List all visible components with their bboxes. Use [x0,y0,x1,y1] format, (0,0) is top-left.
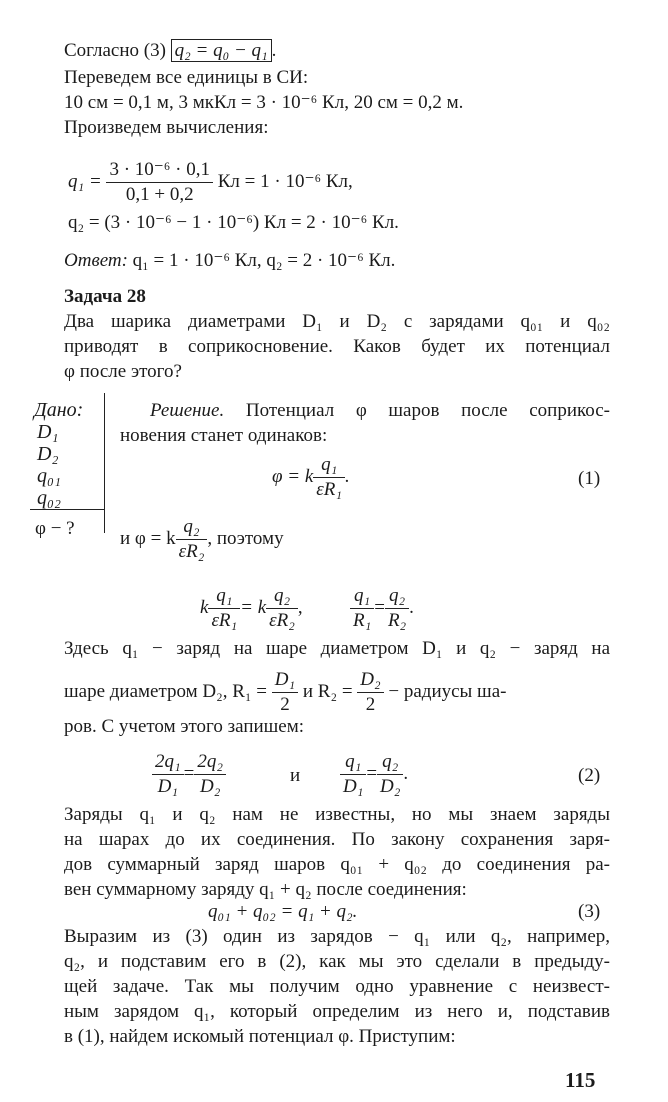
eq-2-and: и [290,765,301,786]
eq-q1 [68,158,353,207]
eq-2-equals-2: = [366,762,378,784]
eq-1-end: . [344,465,350,487]
eq-r-fraction-2 [385,584,409,633]
answer-label: Ответ: [64,250,128,271]
eq-1-lhs: φ = k [272,465,314,487]
answer-text: q₁ = 1 · 10⁻⁶ Кл, q₂ = 2 · 10⁻⁶ Кл. [127,250,396,271]
radius-1-fraction [272,668,298,717]
eq-2-right [340,750,408,799]
eq-2-number: (2) [578,765,601,786]
para-3-line-2: q₂, и подставим его в (2), как мы это сделали в предыду- [64,951,610,972]
calc-heading: Произведем вычисления: [64,117,269,138]
para-2-line-3: дов суммарный заряд шаров q₀₁ + q₀₂ до соединения ра- [64,854,610,875]
eq-q1-rhs: Кл = 1 · 10⁻⁶ Кл, [217,170,353,192]
eq-r-num-1: q₁ [350,584,374,609]
eq-2-num-3: q₁ [340,750,366,775]
given-horizontal-rule [30,509,105,510]
eq-r-num-2: q₂ [385,584,409,609]
eq-k-fraction-1 [208,584,240,633]
task-text-line-2: приводят в соприкосновение. Каков будет их потенциал [64,336,610,357]
para-1-line-3: ров. С учетом этого запишем: [64,716,305,737]
answer-line [64,248,395,273]
eq-k-den-2: εR₂ [269,610,295,631]
para-1-line-2-a: шаре диаметром D₂, R₁ = [64,680,268,702]
solution-text-1: Потенциал φ шаров после соприкос- [224,400,610,421]
according-line [64,38,610,63]
eq-2-end: . [403,762,409,784]
given-q01: q₀₁ [37,465,61,487]
eq-r-end: . [409,596,414,618]
given-d1: D₁ [37,421,59,443]
according-text: Согласно (3) [64,40,171,61]
boxed-formula: q₂ = q₀ − q₁ [171,39,272,62]
eq-2-fraction-3 [340,750,366,799]
eq-2-num-2: 2q₂ [194,750,226,775]
and-phi-line [120,515,284,564]
para-1-line-2 [64,668,610,717]
solution-label: Решение. [150,400,225,421]
eq-k-den-1: εR₁ [211,610,238,631]
eq-q1-fraction [106,158,213,207]
eq-1-denominator: εR₁ [316,479,342,500]
si-units-line: 10 см = 0,1 м, 3 мкКл = 3 · 10⁻⁶ Кл, 20 см = 0,2 м. [64,92,464,113]
and-phi-post: , поэтому [207,527,284,549]
and-phi-fraction [176,515,208,564]
para-1-line-2-b: и R₂ = [298,680,353,702]
given-vertical-rule [104,393,105,533]
eq-1 [272,453,350,502]
para-3-line-3: щей задаче. Так мы получим одно уравнение с неизвест- [64,976,610,997]
eq-r-equals: = [374,596,385,618]
eq-r-den-1: R₁ [353,610,372,631]
para-2-line-1: Заряды q₁ и q₂ нам не известны, но мы знаем заряды [64,804,610,825]
eq-r-equality [350,584,414,633]
eq-k-mid: = k [240,596,267,618]
para-2-line-4: вен суммарному заряду q₁ + q₂ после соединения: [64,879,467,900]
according-period: . [271,40,277,61]
eq-k-num-2: q₂ [266,584,298,609]
para-3-line-1: Выразим из (3) один из зарядов − q₁ или q₂, например, [64,926,610,947]
para-3-line-5: в (1), найдем искомый потенциал φ. Приступим: [64,1026,456,1047]
eq-r-fraction-1 [350,584,374,633]
eq-2-den-1: D₁ [157,776,178,797]
eq-1-numerator: q₁ [313,453,345,478]
task-title: Задача 28 [64,286,146,307]
si-units-heading: Переведем все единицы в СИ: [64,67,309,88]
eq-2-den-4: D₂ [380,776,401,797]
solution-line-2: новения станет одинаков: [120,425,328,446]
eq-k-num-1: q₁ [208,584,240,609]
eq-q1-lhs: q₁ = [68,170,102,192]
radius-1-numerator: D₁ [272,668,298,693]
eq-2-equals-1: = [183,762,195,784]
eq-q2: q₂ = (3 · 10⁻⁶ − 1 · 10⁻⁶) Кл = 2 · 10⁻⁶ Кл. [68,212,399,233]
eq-2-den-3: D₁ [343,776,364,797]
eq-r-den-2: R₂ [387,610,407,631]
para-1-line-2-c: − радиусы ша- [383,680,507,702]
eq-k-comma: , [297,596,303,618]
page-number: 115 [565,1068,596,1092]
radius-2-numerator: D₂ [357,668,383,693]
para-1-line-1: Здесь q₁ − заряд на шаре диаметром D₁ и q₂ − заряд на [64,638,610,659]
given-q02: q₀₂ [37,487,61,509]
task-text-line-3: φ после этого? [64,361,182,382]
radius-2-denominator: 2 [365,694,376,715]
eq-1-fraction [313,453,345,502]
eq-k-left: k [200,596,209,618]
para-2-line-2: на шарах до их соединения. По закону сохранения заря- [64,829,610,850]
and-phi-numerator: q₂ [176,515,208,540]
eq-q1-denominator: 0,1 + 0,2 [125,184,194,205]
eq-1-number: (1) [578,468,601,489]
task-text-line-1: Два шарика диаметрами D₁ и D₂ с зарядами q₀₁ и q₀₂ [64,311,610,332]
eq-2-den-2: D₂ [199,776,221,797]
eq-2-num-4: q₂ [377,750,403,775]
solution-line-1 [150,398,610,423]
eq-k-fraction-2 [266,584,298,633]
find-phi: φ − ? [35,518,75,539]
eq-2-left [152,750,226,799]
eq-2-fraction-4 [377,750,403,799]
eq-2-fraction-1 [152,750,184,799]
eq-2-num-1: 2q₁ [152,750,184,775]
para-3-line-4: ным зарядом q₁, который определим из него и, подставив [64,1001,610,1022]
given-d2: D₂ [37,443,59,465]
radius-1-denominator: 2 [280,694,290,715]
radius-2-fraction [357,668,383,717]
eq-q1-numerator: 3 · 10⁻⁶ · 0,1 [106,158,213,183]
eq-3: q₀₁ + q₀₂ = q₁ + q₂. [208,901,358,922]
given-label: Дано: [34,399,84,421]
and-phi-lhs: и φ = k [120,527,176,549]
and-phi-denominator: εR₂ [178,541,205,562]
eq-2-fraction-2 [194,750,226,799]
eq-k-equality [200,584,303,633]
eq-3-number: (3) [578,901,601,922]
